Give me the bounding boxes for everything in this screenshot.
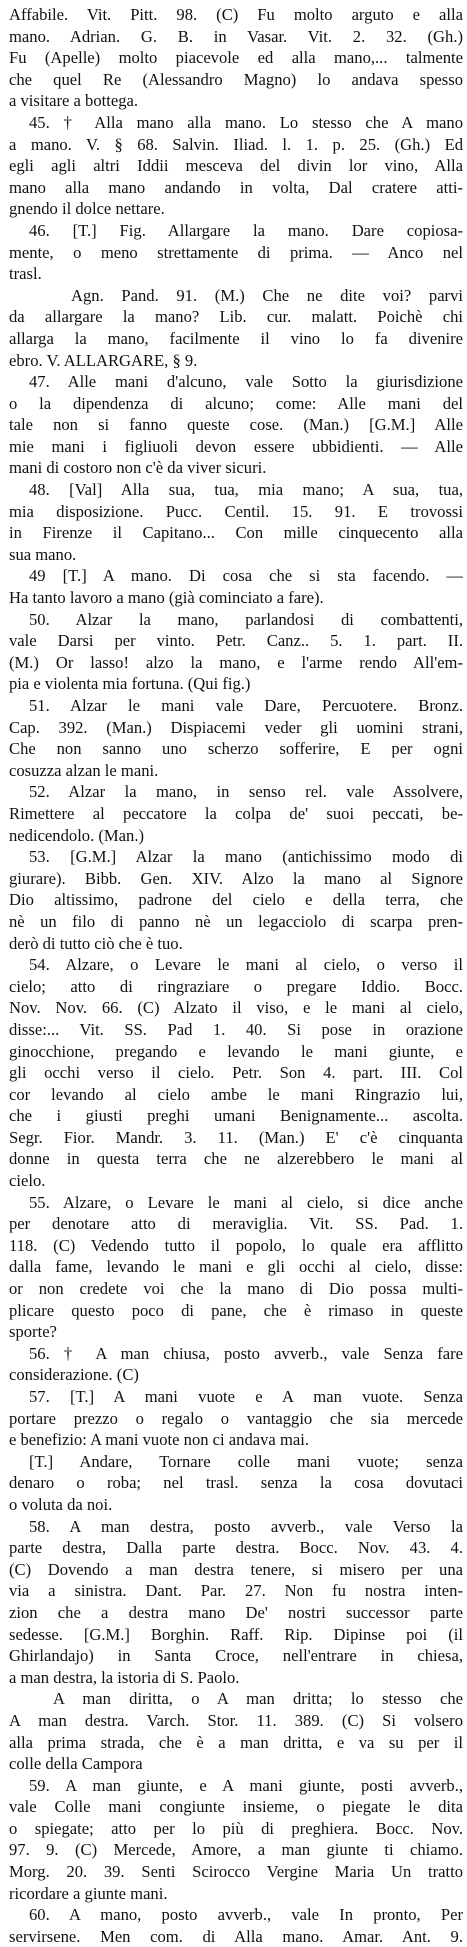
text-line: derò di tutto ciò che è tuo. (9, 933, 183, 953)
text-line: 54. Alzare, o Levare le mani al cielo, o verso il (29, 955, 463, 975)
text-line: mano alla mano andando in volta, Dal cratere atti- (9, 177, 463, 197)
text-line: 60. A mano, posto avverb., vale In pronto, Per (29, 1905, 463, 1925)
text-line: parte destra, Dalla parte destra. Bocc. Nov. 43. 4. (9, 1538, 463, 1558)
text-line: Segr. Fior. Mandr. 3. 11. (Man.) E' c'è cinquanta (9, 1127, 463, 1147)
text-line: servirsene. Men com. di Alla mano. Amar. Ant. 9. (9, 1926, 463, 1946)
text-line: plicare questo poco di pane, che è rimaso in queste (9, 1300, 463, 1320)
text-line: 59. A man giunte, e A mani giunte, posti avverb., (29, 1775, 463, 1795)
text-line: da allargare la mano? Lib. cur. malatt. Poichè chi (9, 307, 463, 327)
text-line: 58. A man destra, posto avverb., vale Verso la (29, 1516, 463, 1536)
text-line: portare prezzo o regalo o vantaggio che sia mercede (9, 1408, 463, 1428)
text-line: cielo; atto di ringraziare o pregare Iddio. Bocc. (9, 976, 463, 996)
text-line: gnendo il dolce nettare. (9, 199, 165, 219)
text-line: 48. [Val] Alla sua, tua, mia mano; A sua, tua, (29, 480, 463, 500)
text-line: A man destra. Varch. Stor. 11. 389. (C) Si volsero (9, 1710, 463, 1730)
text-line: considerazione. (C) (9, 1365, 139, 1385)
text-line: Affabile. Vit. Pitt. 98. (C) Fu molto arguto e alla (9, 5, 463, 24)
text-line: or non credete voi che la mano di Dio possa multi- (9, 1279, 463, 1299)
text-line: Nov. Nov. 66. (C) Alzato il viso, e le mani al cielo, (9, 998, 463, 1018)
text-line: cor levando al cielo ambe le mani Ringrazio lui, (9, 1084, 463, 1104)
text-line: 50. Alzar la mano, parlandosi di combattenti, (29, 609, 463, 629)
text-line: Morg. 20. 39. Senti Scirocco Vergine Maria Un tratto (9, 1862, 463, 1882)
text-line: 46. [T.] Fig. Allargare la mano. Dare copiosa- (29, 220, 463, 240)
text-line: Dio altissimo, padrone del cielo e della terra, che (9, 890, 463, 910)
text-line: via a sinistra. Dant. Par. 27. Non fu nostra inten- (9, 1581, 463, 1601)
text-line: 51. Alzar le mani vale Dare, Percuotere. Bronz. (29, 696, 463, 715)
text-line: denaro o roba; nel trasl. senza la cosa dovutaci (9, 1473, 463, 1493)
text-line: 53. [G.M.] Alzar la mano (antichissimo modo di (29, 847, 463, 867)
text-line: o spiegate; atto per lo più di preghiera. Bocc. Nov. (9, 1818, 463, 1838)
text-line: alla prima strada, che è a man dritta, e va su per il (9, 1732, 463, 1752)
text-line: nedicendolo. (Man.) (9, 825, 145, 845)
text-line: mani di costoro non c'è da viver sicuri. (9, 458, 267, 478)
text-line: donne in questa terra che ne alzerebbero le mani al (9, 1149, 463, 1169)
text-line: Rimettere al peccatore la colpa de' suoi peccati, be- (9, 803, 463, 823)
text-line: tale non si fanno queste cose. (Man.) [G.M.] Alle (9, 415, 463, 435)
text-line: pia e violenta mia fortuna. (Qui fig.) (9, 674, 251, 694)
text-line: 118. (C) Vedendo tutto il popolo, lo quale era afflitto (9, 1235, 463, 1255)
text-line: [T.] Andare, Tornare colle mani vuote; senza (29, 1451, 463, 1471)
text-line: gli occhi verso il cielo. Petr. Son 4. part. III. Col (9, 1063, 463, 1083)
text-line: cielo. (9, 1171, 46, 1191)
text-line: a man destra, la istoria di S. Paolo. (9, 1667, 240, 1687)
text-line: sporte? (9, 1322, 57, 1342)
text-line: a mano. V. § 68. Salvin. Iliad. l. 1. p. 25. (Gh.) Ed (9, 134, 463, 154)
text-line: mie mani i figliuoli devon essere ubbidienti. — Alle (9, 436, 463, 456)
text-line: Cap. 392. (Man.) Dispiacemi veder gli uomini strani, (9, 717, 463, 737)
text-line: Agn. Pand. 91. (M.) Che ne dite voi? parvi (71, 285, 463, 305)
text-line: trasl. (9, 264, 42, 284)
text-line: mente, o meno strettamente di prima. — Anco nel (9, 242, 463, 262)
text-line: Che non sanno uno scherzo sofferire, E per ogni (9, 739, 463, 759)
text-line: che i giusti preghi umani Benignamente... ascolta. (9, 1106, 463, 1126)
text-line: 47. Alle mani d'alcuno, vale Sotto la giurisdizione (29, 372, 463, 392)
text-line: 45. † Alla mano alla mano. Lo stesso che A mano (29, 112, 463, 132)
text-line: sua mano. (9, 544, 77, 564)
text-line: mia disposizione. Pucc. Centil. 15. 91. E trovossi (9, 501, 463, 521)
text-line: giurare). Bibb. Gen. XIV. Alzo la mano al Signore (9, 868, 463, 888)
text-line: zion che a destra mano De' nostri successor parte (9, 1602, 463, 1622)
text-line: vale Darsi per vinto. Petr. Canz.. 5. 1. part. II. (9, 631, 463, 651)
text-line: Fu (Apelle) molto piacevole ed alla mano,... talmente (9, 48, 463, 68)
text-line: 57. [T.] A mani vuote e A man vuote. Senza (29, 1387, 463, 1406)
text-line: 97. 9. (C) Mercede, Amore, a man giunte ti chiamo. (9, 1840, 463, 1860)
text-line: (C) Dovendo a man destra tenere, si misero per una (9, 1559, 463, 1579)
text-line: mano. Adrian. G. B. in Vasar. Vit. 2. 32. (Gh.) (9, 26, 463, 46)
text-line: 49 [T.] A mano. Di cosa che si sta facendo. — (29, 566, 463, 586)
text-line: colle della Campora (9, 1754, 143, 1774)
text-line: nè un filo di panno nè un legacciolo di scarpa pren- (9, 911, 463, 931)
text-line: A man diritta, o A man dritta; lo stesso che (53, 1689, 463, 1709)
text-line: o la dipendenza di alcuno; come: Alle mani del (9, 393, 463, 413)
text-line: o voluta da noi. (9, 1494, 113, 1514)
text-line: a visitare a bottega. (9, 91, 139, 111)
text-line: ebro. V. ALLARGARE, § 9. (9, 350, 198, 370)
dictionary-page (9, 4, 463, 1947)
text-line: che quel Re (Alessandro Magno) lo andava spesso (9, 69, 463, 89)
text-line: cosuzza alzan le mani. (9, 760, 159, 780)
text-line: ricordare a giunte mani. (9, 1883, 168, 1903)
text-line: allarga la mano, facilmente il vino lo fa divenire (9, 328, 463, 348)
text-line: 52. Alzar la mano, in senso rel. vale Assolvere, (29, 782, 463, 802)
text-line: Ha tanto lavoro a mano (già cominciato a fare). (9, 588, 324, 608)
text-line: per denotare atto di meraviglia. Vit. SS. Pad. 1. (9, 1214, 463, 1234)
text-line: sedesse. [G.M.] Borghin. Raff. Rip. Dipinse poi (il (9, 1624, 463, 1644)
text-line: ginocchione, pregando e levando le mani giunte, e (9, 1041, 463, 1061)
text-line: e benefizio: A mani vuote non ci andava mai. (9, 1430, 309, 1450)
text-line: disse:... Vit. SS. Pad 1. 40. Si pose in orazione (9, 1019, 463, 1039)
text-line: 55. Alzare, o Levare le mani al cielo, si dice anche (29, 1192, 463, 1212)
text-line: vale Colle mani congiunte insieme, o piegate le dita (9, 1797, 463, 1817)
text-line: egli agli altri Iddii mesceva del divin lor vino, Alla (9, 156, 463, 176)
text-line: (M.) Or lasso! alzo la mano, e l'arme rendo All'em- (9, 652, 463, 672)
text-line: in Firenze il Capitano... Con mille cinquecento alla (9, 523, 463, 543)
text-line: dalla fame, levando le mani e gli occhi al cielo, disse: (9, 1257, 463, 1277)
text-line: 56. † A man chiusa, posto avverb., vale Senza fare (29, 1343, 463, 1363)
text-line: Ghirlandajo) in Santa Croce, nell'entrare in chiesa, (9, 1646, 463, 1666)
